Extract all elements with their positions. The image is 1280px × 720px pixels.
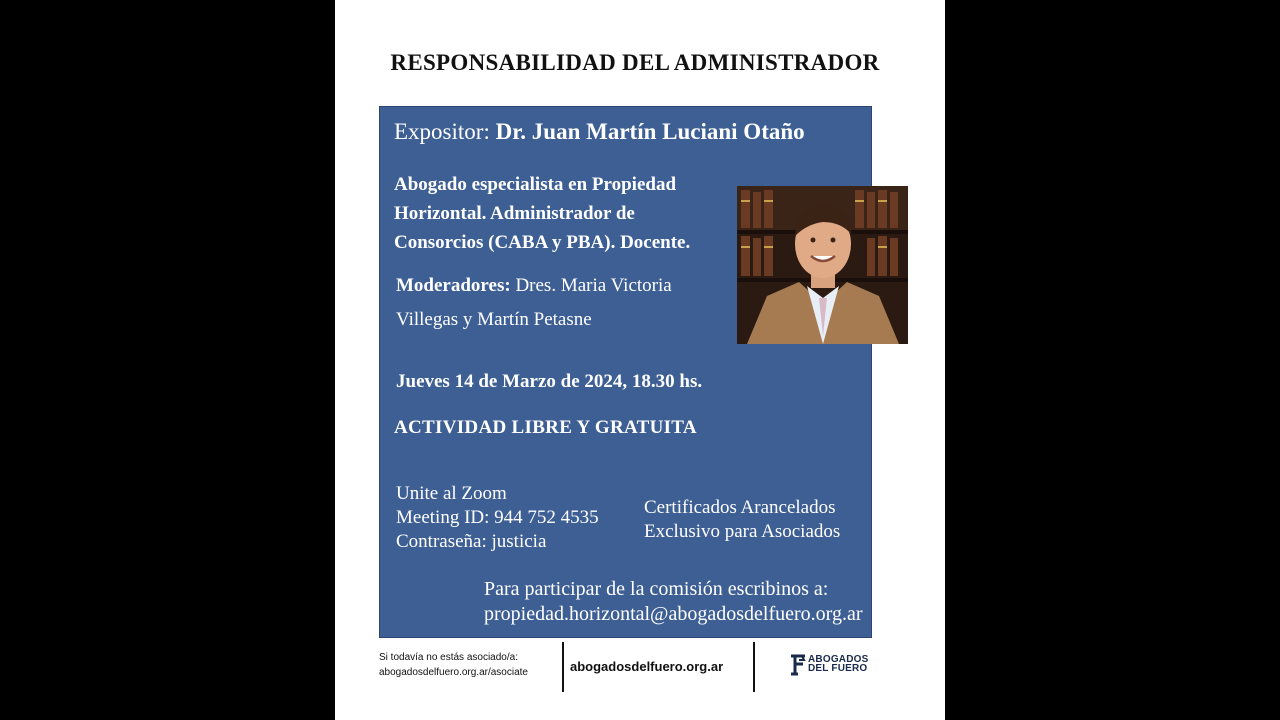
certificates-line2: Exclusivo para Asociados [644, 521, 841, 542]
moderators [396, 269, 716, 337]
letterbox-right [945, 0, 1280, 720]
letterbox-left [0, 0, 335, 720]
logo-line2: DEL FUERO [808, 663, 868, 674]
website-link[interactable]: abogadosdelfuero.org.ar [570, 659, 724, 674]
contact-line: Para participar de la comisión escribinos a: [484, 578, 829, 600]
speaker-photo-icon [737, 186, 908, 344]
logo-text [808, 655, 869, 673]
certificates-line1: Certificados Arancelados [644, 497, 836, 518]
free-activity: ACTIVIDAD LIBRE Y GRATUITA [394, 417, 697, 438]
contact-info [484, 577, 862, 627]
speaker-bio: Abogado especialista en Propiedad Horizontal. Administrador de Consorcios (CABA y PBA). Docente. [394, 174, 691, 253]
join-line1: Si todavía no estás asociado/a: [379, 652, 518, 663]
event-date: Jueves 14 de Marzo de 2024, 18.30 hs. [396, 371, 703, 392]
zoom-line-join: Unite al Zoom [396, 483, 507, 504]
moderators-label: Moderadores: [396, 275, 511, 296]
poster-title: RESPONSABILIDAD DEL ADMINISTRADOR [390, 50, 880, 75]
logo-mark-icon [790, 654, 806, 676]
speaker-photo [737, 186, 908, 344]
moderators-names: Dres. Maria Victoria Villegas y Martín Petasne [396, 275, 672, 330]
speaker-line [394, 119, 805, 145]
zoom-meeting-id: Meeting ID: 944 752 4535 [396, 507, 599, 528]
footer-divider-right [753, 642, 755, 692]
logo-line1: ABOGADOS [808, 654, 869, 665]
join-link[interactable]: abogadosdelfuero.org.ar/asociate [379, 667, 528, 678]
abogados-del-fuero-logo [790, 653, 880, 679]
zoom-password: Contraseña: justicia [396, 531, 547, 552]
contact-email[interactable]: propiedad.horizontal@abogadosdelfuero.org.ar [484, 603, 863, 625]
event-poster [335, 0, 945, 720]
join-info [379, 650, 528, 680]
speaker-label: Expositor: [394, 119, 490, 144]
speaker-name: Dr. Juan Martín Luciani Otaño [495, 119, 805, 144]
certificates-info [644, 496, 840, 544]
zoom-info [396, 482, 599, 554]
footer-divider-left [562, 642, 564, 692]
